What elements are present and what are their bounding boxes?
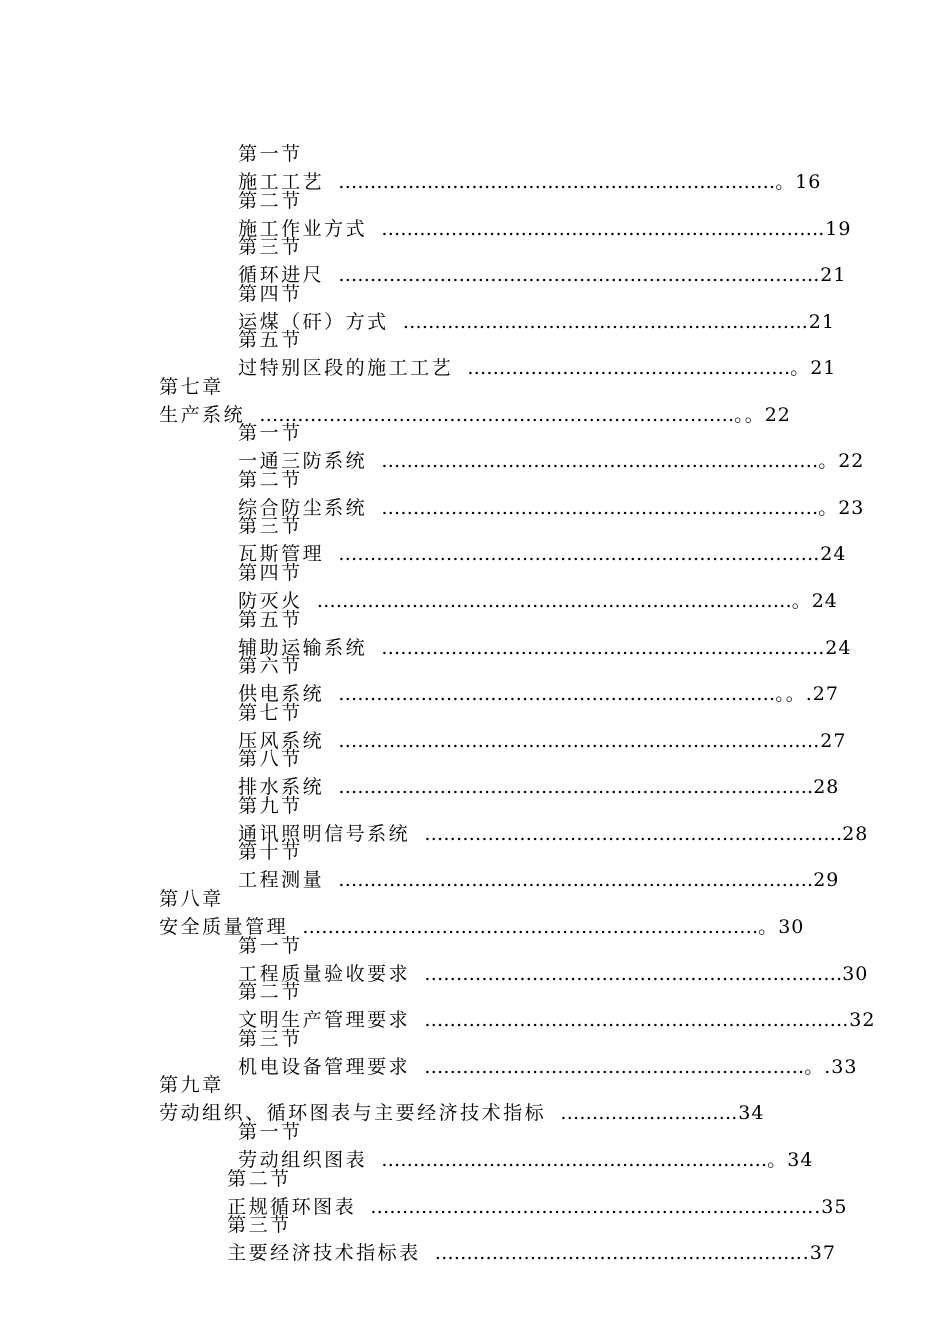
toc-entry-label: 第二节 (238, 469, 303, 491)
toc-entry-label: 第七节 (238, 702, 303, 724)
toc-chapter-title: 生产系统 (159, 404, 246, 426)
toc-entry-title: 施工工艺 (238, 171, 325, 193)
toc-entry-title: 运煤（矸）方式 (238, 311, 389, 333)
toc-entry-label: 第二节 (227, 1168, 292, 1190)
toc-entry-title: 施工作业方式 (238, 218, 368, 240)
toc-entry-title: 供电系统 (238, 683, 325, 705)
toc-chapter-page: 。30 (758, 916, 805, 938)
toc-entry-leader: …………………………………………… (467, 357, 791, 379)
toc-entry-label: 第三节 (238, 1028, 303, 1050)
toc-entry-title: 瓦斯管理 (238, 543, 325, 565)
toc-chapter-label: 第九章 (159, 1074, 224, 1096)
toc-entry-page: .21 (801, 311, 835, 333)
toc-entry-title: 通讯照明信号系统 (238, 823, 411, 845)
toc-entry-leader: ……………………………………………………… (402, 311, 802, 333)
toc-entry-label: 第八节 (238, 748, 303, 770)
toc-entry-label: 第一节 (238, 422, 303, 444)
toc-entry-label: 第二节 (238, 190, 303, 212)
toc-entry (193, 1183, 836, 1295)
toc-entry-page: ..37 (795, 1242, 836, 1264)
toc-chapter-label: 第八章 (159, 888, 224, 910)
toc-entry-label: 第三节 (227, 1214, 292, 1236)
toc-entry-label: 第五节 (238, 329, 303, 351)
toc-entry-title: 循环进尺 (238, 264, 325, 286)
toc-entry-leader: ……………………………………………….…… (381, 1149, 768, 1171)
toc-chapter-label: 第七章 (159, 376, 224, 398)
toc-entry-leader: ………………………………………………………… (424, 963, 843, 985)
toc-entry-page: ..35 (807, 1196, 848, 1218)
toc-entry-page: 。34 (767, 1149, 814, 1171)
toc-entry-title: 排水系统 (238, 776, 325, 798)
toc-chapter-title: 劳动组织、循环图表与主要经济技术指标 (159, 1102, 547, 1124)
toc-entry-page: 。。.27 (775, 683, 839, 705)
toc-entry-page: 。22 (818, 450, 865, 472)
toc-entry-leader: …………………………………………………………… (338, 171, 776, 193)
toc-entry-title: 劳动组织图表 (238, 1149, 368, 1171)
toc-entry-page: 30 (842, 963, 869, 985)
toc-entry-leader: …………………………………………………………… (381, 218, 819, 240)
toc-entry-leader: …………………………………………………… (424, 1056, 805, 1078)
toc-entry-label: 第一节 (238, 1121, 303, 1143)
toc-entry-page: 。24 (791, 590, 838, 612)
toc-entry-leader: ………………………………………………………… (424, 823, 843, 845)
toc-entry-title: 正规循环图表 (227, 1196, 357, 1218)
toc-entry-page: 28 (813, 776, 840, 798)
toc-entry-page: .24 (813, 543, 847, 565)
toc-entry-leader: …………………………………………………………… (381, 450, 819, 472)
toc-entry-leader: ………………………………………………………………… (338, 730, 814, 752)
toc-chapter-leader: ………………………………………………………………… (259, 404, 735, 426)
toc-entry-leader: ………………………………………………………………… (338, 869, 814, 891)
toc-entry-leader: …………………………………………………………… (338, 683, 776, 705)
toc-entry-title: 机电设备管理要求 (238, 1056, 411, 1078)
toc-entry-label: 第六节 (238, 655, 303, 677)
toc-entry-label: 第一节 (238, 143, 303, 165)
toc-entry-page: .24 (818, 637, 852, 659)
toc-entry-label: 第九节 (238, 795, 303, 817)
toc-entry-title: 综合防尘系统 (238, 497, 368, 519)
toc-chapter-page: .34 (731, 1102, 765, 1124)
toc-entry-title: 主要经济技术指标表 (227, 1242, 421, 1264)
toc-entry-leader: ………………………………………………………………… (316, 590, 792, 612)
toc-entry-label: 第三节 (238, 515, 303, 537)
toc-entry-label: 第五节 (238, 609, 303, 631)
toc-entry-page: 28 (842, 823, 869, 845)
toc-entry-page: 。.33 (804, 1056, 858, 1078)
toc-entry-page: 29 (813, 869, 840, 891)
toc-entry-label: 第四节 (238, 283, 303, 305)
toc-entry-label: 第一节 (238, 935, 303, 957)
toc-entry-title: 防灭火 (238, 590, 303, 612)
toc-entry-leader: ………………………………………………………………… (338, 543, 814, 565)
toc-chapter-title: 安全质量管理 (159, 916, 289, 938)
toc-entry-page: 。21 (790, 357, 837, 379)
toc-entry-leader: ………………………………………………………… (424, 1009, 843, 1031)
toc-entry-page: .19 (818, 218, 852, 240)
toc-entry-leader: ………………………………………………………………… (338, 776, 814, 798)
toc-entry-title: 过特别区段的施工工艺 (238, 357, 454, 379)
toc-entry-title: 辅助运输系统 (238, 637, 368, 659)
toc-entry-leader: …………………………………………………………… (381, 497, 819, 519)
toc-entry-leader: ………………………………………………………………… (338, 264, 814, 286)
toc-entry-label: 第四节 (238, 562, 303, 584)
toc-entry-page: 。16 (775, 171, 822, 193)
toc-entry-title: 工程质量验收要求 (238, 963, 411, 985)
toc-entry-page: .27 (813, 730, 847, 752)
toc-entry-title: 工程测量 (238, 869, 325, 891)
toc-chapter-leader: ……………………………………………………………… (302, 916, 759, 938)
toc-entry-leader: …………………………………………………………… (370, 1196, 808, 1218)
toc-entry-leader: …………………………………………………………… (381, 637, 819, 659)
toc-entry-label: 第三节 (238, 236, 303, 258)
toc-entry-label: 第二节 (238, 981, 303, 1003)
toc-chapter-leader: ……………………… (560, 1102, 732, 1124)
toc-entry-title: 一通三防系统 (238, 450, 368, 472)
toc-chapter-page: 。。22 (734, 404, 791, 426)
toc-entry-page: .21 (813, 264, 847, 286)
toc-entry-page: 。23 (818, 497, 865, 519)
toc-entry-leader: ………………………………………………… (434, 1242, 796, 1264)
toc-entry-title: 文明生产管理要求 (238, 1009, 411, 1031)
toc-entry-page: .32 (842, 1009, 876, 1031)
toc-entry-title: 压风系统 (238, 730, 325, 752)
toc-entry-label: 第十节 (238, 841, 303, 863)
